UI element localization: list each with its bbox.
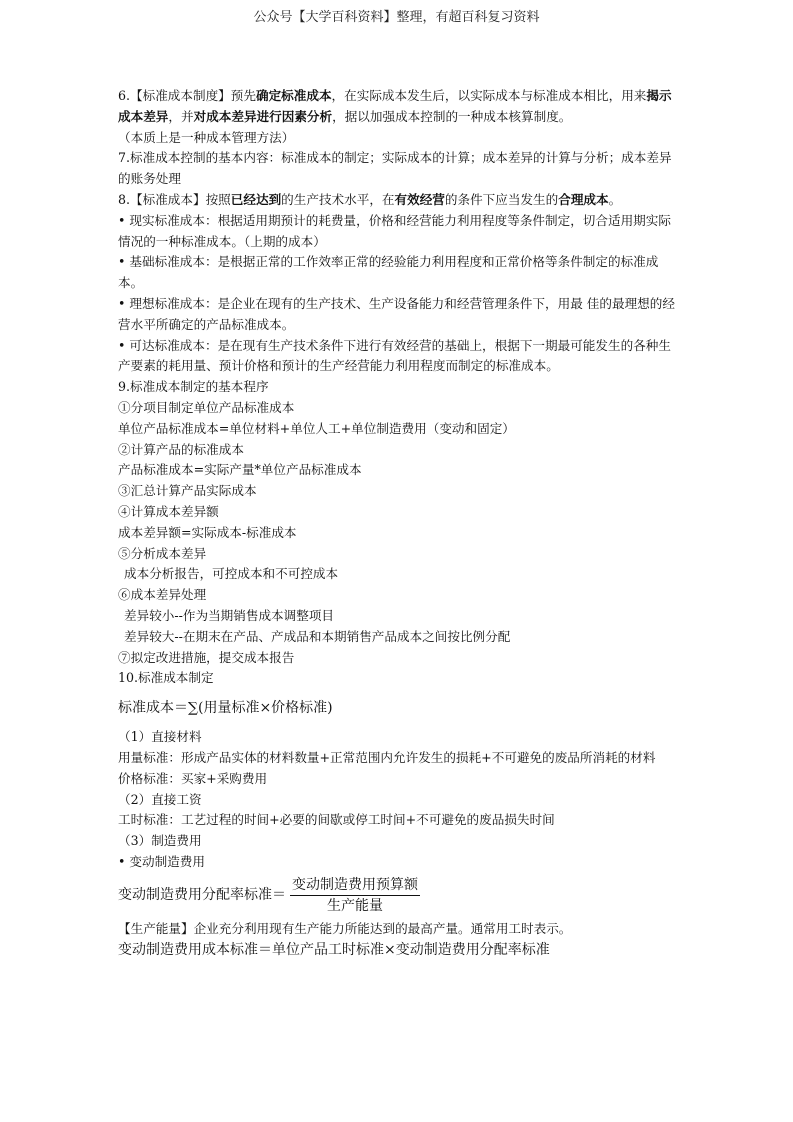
- standard-cost-formula: 标准成本＝∑(用量标准×价格标准): [118, 700, 333, 717]
- capacity-definition: 【生产能量】企业充分利用现有生产能力所能达到的最高产量。通常用工时表示。: [118, 920, 572, 936]
- fraction-numerator: 变动制造费用预算额: [290, 876, 420, 896]
- section-6-note: （本质上是一种成本管理方法）: [118, 129, 295, 145]
- step-line: ②计算产品的标准成本: [118, 441, 244, 457]
- step-line: ⑦拟定改进措施，提交成本报告: [118, 649, 295, 665]
- text: 6.【标准成本制度】预先: [118, 88, 256, 103]
- labor-hour-standard: 工时标准：工艺过程的时间+必要的间歇或停工时间+不可避免的废品损失时间: [118, 812, 555, 828]
- step-line: ⑤分析成本差异: [118, 545, 207, 561]
- bold-text: 有效经营: [394, 191, 445, 207]
- bold-text: 对成本差异进行因素分析: [193, 108, 333, 124]
- step-line: ④计算成本差异额: [118, 503, 219, 519]
- fraction-denominator: 生产能量: [327, 897, 383, 914]
- text: 的条件下应当发生的: [444, 191, 559, 207]
- step-line: 差异较小--作为当期销售成本调整项目: [124, 607, 335, 623]
- step-line: 单位产品标准成本=单位材料+单位人工+单位制造费用（变动和固定）: [118, 420, 515, 436]
- bold-text: 揭示成本差异: [118, 88, 672, 124]
- section-7: 7.标准成本控制的基本内容：标准成本的制定；实际成本的计算；成本差异的计算与分析；成本差异的账务处理: [118, 150, 672, 187]
- variable-overhead-cost-standard-formula: 变动制造费用成本标准＝单位产品工时标准×变动制造费用分配率标准: [118, 942, 550, 959]
- section-8: [118, 190, 678, 211]
- step-line: ③汇总计算产品实际成本: [118, 483, 257, 499]
- text: ，在实际成本发生后，以实际成本与标准成本相比，用来: [331, 88, 647, 103]
- step-line: ①分项目制定单位产品标准成本: [118, 399, 295, 415]
- bullet-current-standard-cost: • 现实标准成本：根据适用期预计的耗费量，价格和经营能力利用程度等条件制定，切合适用期实际情况的一种标准成本。（上期的成本）: [118, 212, 671, 249]
- step-line: 成本差异额=实际成本-标准成本: [118, 524, 297, 540]
- bullet-attainable-standard-cost: • 可达标准成本：是在现有生产技术条件下进行有效经营的基础上，根据下一期最可能发生的各种生产要素的耗用量、预计价格和预计的生产经营能力利用程度而制定的标准成本。: [118, 337, 671, 374]
- text: 。: [608, 191, 622, 207]
- section-6: [118, 86, 678, 128]
- text: 8.【标准成本】按照: [118, 191, 231, 207]
- bold-text: 确定标准成本: [255, 88, 332, 103]
- formula-lhs: 变动制造费用分配率标准＝: [118, 886, 286, 903]
- step-line: 成本分析报告，可控成本和不可控成本: [124, 566, 339, 582]
- text: ，并: [168, 108, 194, 124]
- bullet-ideal-standard-cost: • 理想标准成本：是企业在现有的生产技术、生产设备能力和经营管理条件下，用最 佳的最理想的经营水平所确定的产品标准成本。: [118, 295, 675, 332]
- direct-wages-heading: （2）直接工资: [118, 791, 202, 807]
- usage-standard: 用量标准：形成产品实体的材料数量+正常范围内允许发生的损耗+不可避免的废品所消耗的材料: [118, 749, 656, 765]
- variable-overhead-bullet: • 变动制造费用: [118, 853, 205, 869]
- text: ，据以加强成本控制的一种成本核算制度。: [332, 108, 572, 124]
- overhead-heading: （3）制造费用: [118, 833, 202, 849]
- step-line: ⑥成本差异处理: [118, 587, 207, 603]
- section-9: 9.标准成本制定的基本程序: [118, 379, 269, 395]
- bold-text: 已经达到: [230, 191, 282, 207]
- variable-overhead-rate-formula: [118, 876, 678, 915]
- text: 的生产技术水平，在: [281, 191, 395, 207]
- bullet-basic-standard-cost: • 基础标准成本：是根据正常的工作效率正常的经验能力利用程度和正常价格等条件制定的标准成本。: [118, 254, 659, 291]
- step-line: 差异较大--在期末在产品、产成品和本期销售产品成本之间按比例分配: [124, 628, 511, 644]
- direct-materials-heading: （1）直接材料: [118, 729, 202, 745]
- bold-text: 合理成本: [558, 191, 609, 207]
- document-body: [118, 86, 678, 969]
- step-line: 产品标准成本=实际产量*单位产品标准成本: [118, 462, 362, 478]
- page-header: 公众号【大学百科资料】整理，有超百科复习资料: [253, 10, 540, 25]
- fraction: [290, 876, 420, 915]
- section-10: 10.标准成本制定: [118, 670, 214, 686]
- price-standard: 价格标准：买家+采购费用: [118, 770, 268, 786]
